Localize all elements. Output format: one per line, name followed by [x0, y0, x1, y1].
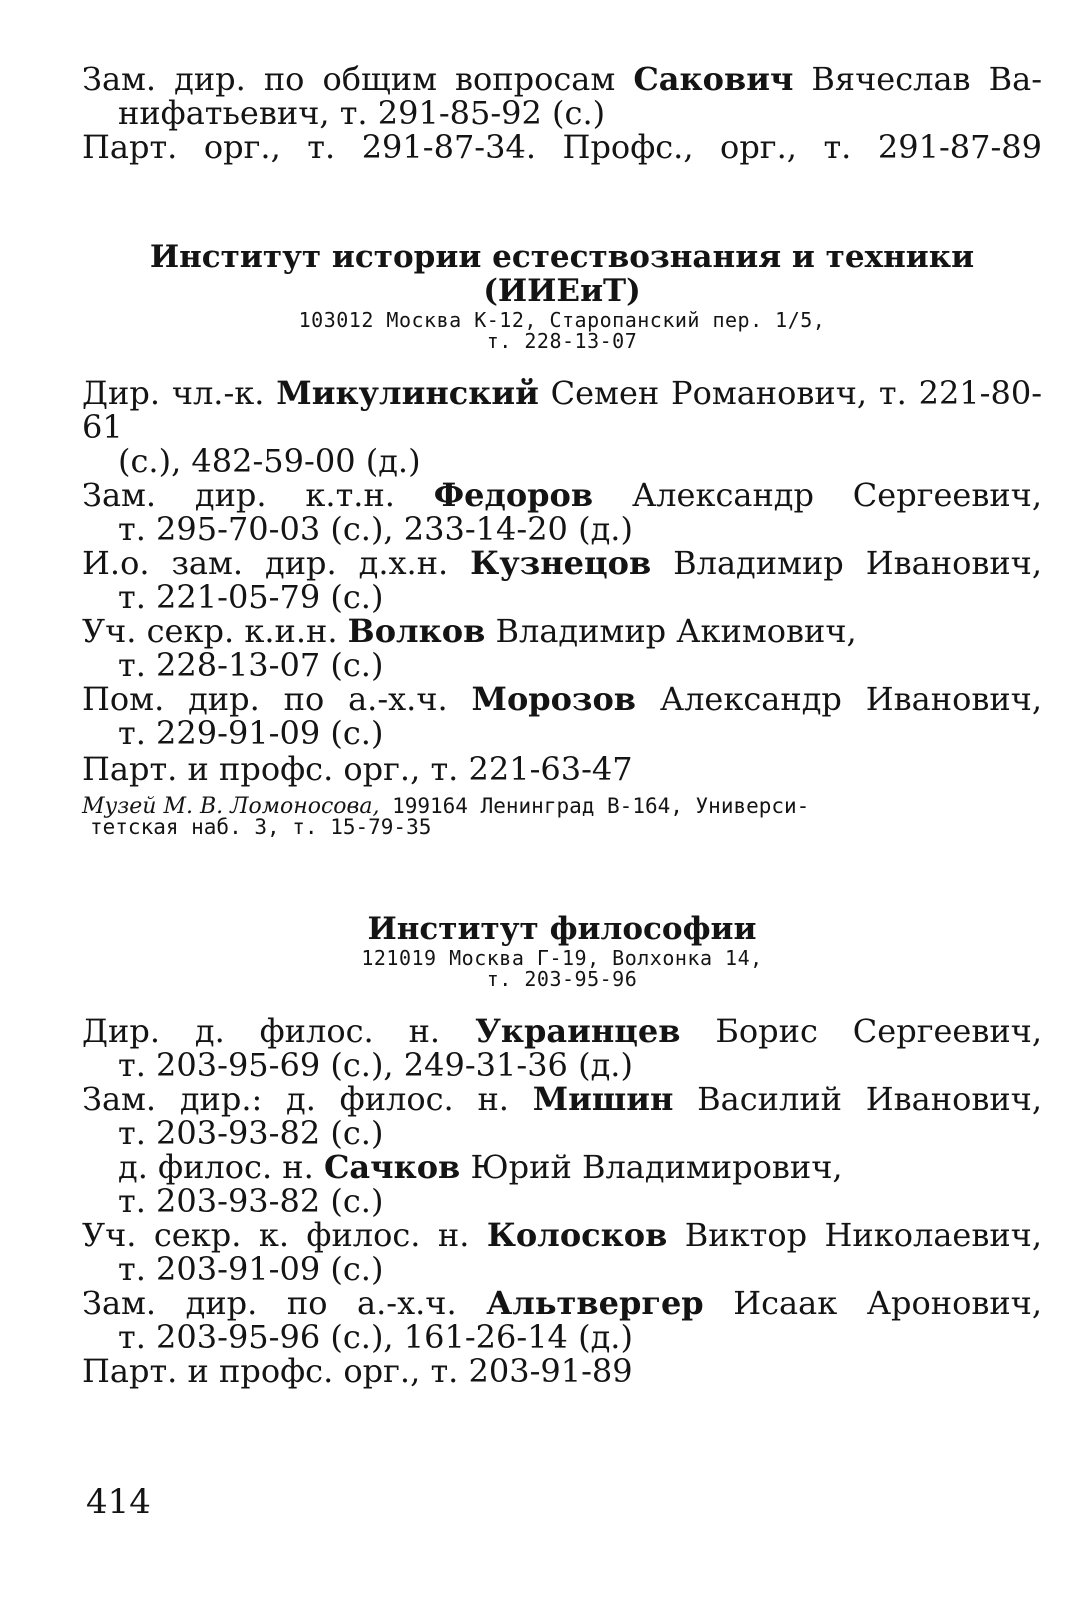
institute-abbreviation: (ИИЕиТ) [483, 273, 641, 309]
entry-party-union-org: Парт. и профс. орг., т. 203-91-89 [82, 1352, 633, 1390]
person-name: Мишин [532, 1080, 674, 1118]
entry-deputy-director: Зам. дир.: д. филос. н. Мишин Василий Иванович, т. 203-93-82 (с.) [82, 1080, 1043, 1152]
page-number: 414 [86, 1482, 151, 1522]
entry-scientific-secretary: Уч. секр. к. филос. н. Колосков Виктор Николаевич, т. 203-91-09 (с.) [82, 1216, 1042, 1288]
museum-note-continued: тетская наб. 3, т. 15-79-35 [90, 815, 432, 839]
person-name: Микулинский [276, 374, 539, 412]
person-name: Сачков [323, 1148, 461, 1186]
entry-deputy-admin: Зам. дир. по а.-х.ч. Альтвергер Исаак Аронович, т. 203-95-96 (с.), 161-26-14 (д.) [82, 1284, 1043, 1356]
entry-deputy-director-2: д. филос. н. Сачков Юрий Владимирович, т. 203-93-82 (с.) [118, 1148, 843, 1220]
institute-address: 103012 Москва К-12, Старопанский пер. 1/5, [298, 308, 826, 332]
entry-acting-deputy: И.о. зам. дир. д.х.н. Кузнецов Владимир Иванович, т. 221-05-79 (с.) [82, 544, 1042, 616]
document-page [82, 62, 1042, 1388]
person-name: Украинцев [474, 1012, 681, 1050]
institute-phone: т. 203-95-96 [486, 967, 638, 991]
institute-title: Институт истории естествознания и техники [149, 239, 975, 275]
institute-address: 121019 Москва Г-19, Волхонка 14, [361, 946, 763, 970]
person-name: Федоров [433, 476, 594, 514]
person-name: Альтвергер [486, 1284, 704, 1322]
person-name: Колосков [486, 1216, 668, 1254]
museum-note: Музей М. В. Ломоносова, 199164 Ленинград В-164, Универси- [82, 794, 810, 819]
entry-director: Дир. д. филос. н. Украинцев Борис Сергеевич, т. 203-95-69 (с.), 249-31-36 (д.) [82, 1012, 1042, 1084]
entry-deputy-director: Зам. дир. к.т.н. Федоров Александр Сергеевич, т. 295-70-03 (с.), 233-14-20 (д.) [82, 476, 1043, 548]
person-name: Морозов [471, 680, 637, 718]
entry-party-org: Парт. орг., т. 291-87-34. Профс., орг., т. 291-87-89 [82, 128, 1042, 166]
person-name: Волков [347, 612, 486, 650]
institute-title: Институт философии [367, 911, 757, 947]
entry-scientific-secretary: Уч. секр. к.и.н. Волков Владимир Акимович, т. 228-13-07 (с.) [82, 612, 857, 684]
entry-party-union-org: Парт. и профс. орг., т. 221-63-47 [82, 750, 633, 788]
person-name: Кузнецов [470, 544, 652, 582]
entry-deputy-general: Зам. дир. по общим вопросам Сакович Вячеслав Ва- нифатьевич, т. 291-85-92 (с.) [82, 60, 1043, 132]
person-name: Сакович [633, 60, 794, 98]
entry-assistant-director: Пом. дир. по а.-х.ч. Морозов Александр Иванович, т. 229-91-09 (с.) [82, 680, 1042, 752]
entry-director: Дир. чл.-к. Микулинский Семен Романович, т. 221-80-61 (с.), 482-59-00 (д.) [82, 374, 1042, 480]
institute-phone: т. 228-13-07 [486, 329, 638, 353]
